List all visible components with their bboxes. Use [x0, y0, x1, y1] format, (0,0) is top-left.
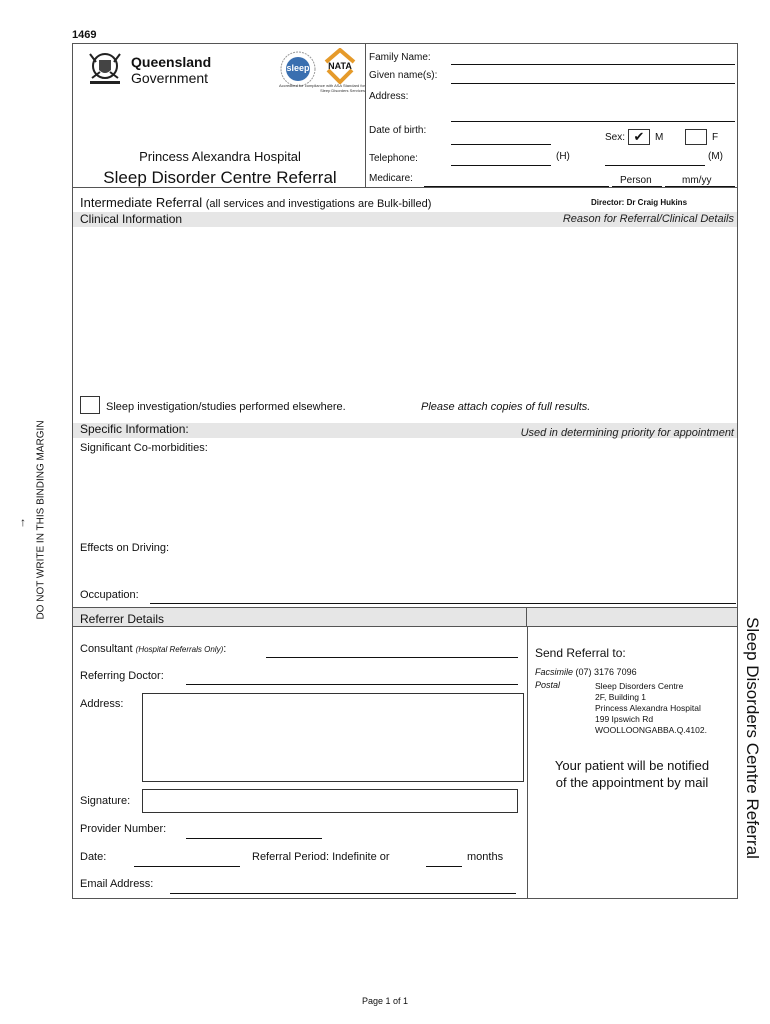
telephone-label: Telephone:: [369, 153, 418, 164]
family-name-label: Family Name:: [369, 52, 431, 63]
hospital-name: Princess Alexandra Hospital: [139, 149, 301, 164]
date-label: Date:: [80, 851, 107, 863]
provider-number-label: Provider Number:: [80, 823, 167, 835]
referring-doctor-field[interactable]: [186, 684, 518, 685]
signature-label: Signature:: [80, 795, 131, 807]
referral-type: [80, 195, 431, 210]
binding-margin-text: DO NOT WRITE IN THIS BINDING MARGIN: [35, 420, 47, 620]
postal-line: WOOLLOONGABBA.Q.4102.: [595, 725, 707, 735]
attach-note: Please attach copies of full results.: [421, 401, 591, 413]
family-name-field[interactable]: [451, 64, 735, 65]
clinical-title: Clinical Information: [80, 212, 183, 226]
sex-f-label: F: [712, 132, 719, 143]
patient-address-field[interactable]: [451, 121, 735, 122]
referrer-address-label: Address:: [80, 698, 124, 710]
expiry-label: mm/yy: [682, 175, 712, 186]
arrow-up-icon: ↑: [20, 515, 26, 529]
fax-label: Facsimile: [535, 667, 574, 677]
referrer-title: Referrer Details: [80, 612, 165, 626]
postal-line: Princess Alexandra Hospital: [595, 703, 701, 713]
postal-label: Postal: [535, 680, 561, 690]
home-phone-label: (H): [556, 151, 570, 162]
sex-label: Sex:: [605, 132, 626, 143]
referring-doctor-label: Referring Doctor:: [80, 670, 164, 682]
medicare-person-field[interactable]: [612, 186, 662, 187]
send-section-bar: [527, 607, 737, 627]
given-names-field[interactable]: [451, 83, 735, 84]
referral-period-label: Referral Period: Indefinite or: [252, 851, 390, 863]
fax-number: (07) 3176 7096: [575, 667, 637, 677]
given-names-label: Given name(s):: [369, 70, 438, 81]
consultant-label: [80, 643, 226, 655]
postal-line: 2F, Building 1: [595, 692, 647, 702]
org-name-line2: Government: [131, 70, 209, 86]
address-label: Address:: [369, 91, 409, 102]
email-field[interactable]: [170, 893, 516, 894]
referral-months-field[interactable]: [426, 866, 462, 867]
dob-label: Date of birth:: [369, 125, 427, 136]
clinical-details-area[interactable]: [76, 230, 734, 390]
page-number: Page 1 of 1: [361, 996, 409, 1006]
consultant-colon: :: [223, 643, 227, 655]
notify-text: Your patient will be notified of the appointment by mail: [554, 758, 710, 790]
org-name-line1: Queensland: [131, 54, 212, 70]
occupation-label: Occupation:: [80, 589, 139, 601]
medicare-number-field[interactable]: [424, 186, 609, 187]
postal-line: Sleep Disorders Centre: [595, 681, 684, 691]
form-number: 1469: [72, 29, 97, 41]
referral-type-title: Intermediate Referral: [80, 195, 203, 210]
postal-line: 199 Ipswich Rd: [595, 714, 654, 724]
nata-logo-text: NATA: [328, 61, 352, 71]
date-field[interactable]: [134, 866, 240, 867]
referral-type-note: (all services and investigations are Bulk-billed): [205, 198, 432, 210]
months-label: months: [467, 851, 504, 863]
dob-field[interactable]: [451, 144, 551, 145]
elsewhere-label: Sleep investigation/studies performed elsewhere.: [106, 401, 346, 413]
occupation-field[interactable]: [150, 603, 736, 604]
accreditation-text: Accredited for compliance with ASA Standard for Sleep Disorders Services: [278, 83, 365, 93]
provider-number-field[interactable]: [186, 838, 322, 839]
send-title: Send Referral to:: [535, 646, 626, 660]
queensland-crest-icon: [82, 48, 128, 93]
mobile-phone-field[interactable]: [605, 165, 705, 166]
referrer-address-box[interactable]: [142, 693, 524, 782]
consultant-label-text: Consultant: [80, 643, 133, 655]
home-phone-field[interactable]: [451, 165, 551, 166]
mobile-phone-label: (M): [708, 151, 723, 162]
consultant-note: (Hospital Referrals Only): [135, 645, 224, 654]
person-label: Person: [620, 175, 652, 186]
fax-line: [535, 667, 637, 677]
email-label: Email Address:: [80, 878, 154, 890]
sex-m-checkbox[interactable]: ✔: [628, 129, 650, 145]
clinical-right-note: Reason for Referral/Clinical Details: [562, 213, 734, 225]
specific-right-note: Used in determining priority for appointment: [520, 427, 734, 439]
form-title: Sleep Disorder Centre Referral: [103, 168, 337, 187]
consultant-field[interactable]: [266, 657, 518, 658]
side-title-text: Sleep Disorders Centre Referral: [743, 617, 762, 859]
director-name: Director: Dr Craig Hukins: [591, 198, 688, 207]
postal-address: [595, 681, 707, 736]
specific-title: Specific Information:: [80, 422, 189, 436]
sex-m-label: M: [655, 132, 664, 143]
elsewhere-checkbox[interactable]: [80, 396, 100, 414]
comorbidities-label: Significant Co-morbidities:: [80, 442, 208, 454]
signature-box[interactable]: [142, 789, 518, 813]
driving-area[interactable]: [76, 556, 734, 584]
comorbidities-area[interactable]: [76, 456, 734, 536]
sleep-logo-text: sleep: [286, 63, 310, 73]
medicare-label: Medicare:: [369, 173, 413, 184]
medicare-expiry-field[interactable]: [665, 186, 735, 187]
sex-f-checkbox[interactable]: [685, 129, 707, 145]
driving-label: Effects on Driving:: [80, 542, 170, 554]
